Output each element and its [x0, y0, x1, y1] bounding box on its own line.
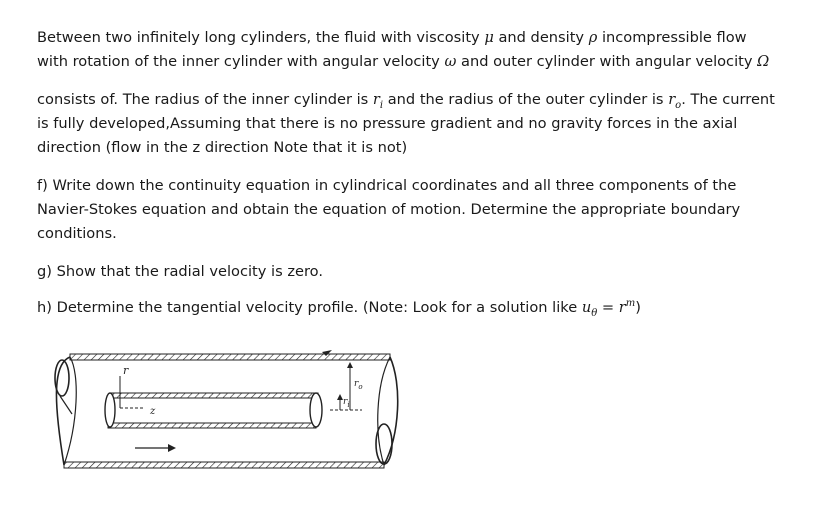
flow-arrow-icon	[135, 444, 176, 452]
paragraph2-line1	[37, 90, 775, 110]
subscript-theta: θ	[591, 307, 598, 319]
text-segment: f) Write down the continuity equation in cylindrical coordinates and all three components of the	[37, 177, 737, 194]
symbol-r-inner: r	[372, 91, 380, 108]
paragraph1-line2	[37, 52, 769, 72]
superscript-m: m	[625, 298, 636, 310]
outer-cylinder-top-wall	[70, 354, 390, 360]
text-segment: . The current	[681, 91, 775, 108]
part-f-line2	[37, 200, 740, 220]
symbol-omega: ω	[444, 53, 457, 70]
paragraph2-line3	[37, 138, 407, 158]
symbol-mu: μ	[484, 29, 494, 46]
text-segment: =	[597, 299, 619, 316]
coordinate-axes	[120, 376, 145, 408]
concentric-cylinders-figure	[50, 344, 400, 474]
text-segment: direction (flow in the z direction Note that it is not)	[37, 139, 408, 156]
text-segment: and the radius of the outer cylinder is	[383, 91, 669, 108]
inner-cylinder	[105, 393, 322, 428]
label-r-inner: $r_i$	[343, 397, 350, 409]
outer-cylinder-bottom-wall	[64, 462, 384, 468]
text-segment: is fully developed,Assuming that there is no pressure gradient and no gravity forces in the axial	[37, 115, 738, 132]
text-segment: g) Show that the radial velocity is zero.	[37, 263, 323, 280]
outer-cylinder-right-end	[376, 357, 398, 465]
part-g-line1	[37, 262, 323, 282]
part-h-line1	[37, 298, 641, 318]
label-r-outer: $r_o$	[354, 379, 363, 391]
subscript-i: i	[379, 99, 384, 111]
symbol-u: u	[581, 299, 592, 316]
axis-label-r: r	[123, 364, 129, 377]
symbol-Omega: Ω	[757, 53, 770, 70]
outer-cylinder-left-end	[55, 357, 76, 465]
text-segment: Navier-Stokes equation and obtain the equation of motion. Determine the appropriate boundary	[37, 201, 741, 218]
text-segment: with rotation of the inner cylinder with angular velocity	[37, 53, 445, 70]
text-segment: incompressible flow	[597, 29, 747, 46]
text-segment: conditions.	[37, 225, 117, 242]
part-f-line3	[37, 224, 117, 244]
axis-label-z: z	[150, 406, 156, 417]
text-segment: Between two infinitely long cylinders, the fluid with viscosity	[37, 29, 485, 46]
paragraph2-line2	[37, 114, 737, 134]
symbol-r: r	[618, 299, 626, 316]
text-segment: h) Determine the tangential velocity profile. (Note: Look for a solution like	[37, 299, 582, 316]
text-segment: and outer cylinder with angular velocity	[456, 53, 758, 70]
subscript-o: o	[675, 99, 682, 111]
text-segment: consists of. The radius of the inner cylinder is	[37, 91, 373, 108]
text-segment: and density	[493, 29, 589, 46]
symbol-r-outer: r	[668, 91, 676, 108]
paragraph1-line1	[37, 28, 747, 48]
part-f-line1	[37, 176, 736, 196]
symbol-rho: ρ	[588, 29, 598, 46]
text-segment: )	[635, 299, 641, 316]
